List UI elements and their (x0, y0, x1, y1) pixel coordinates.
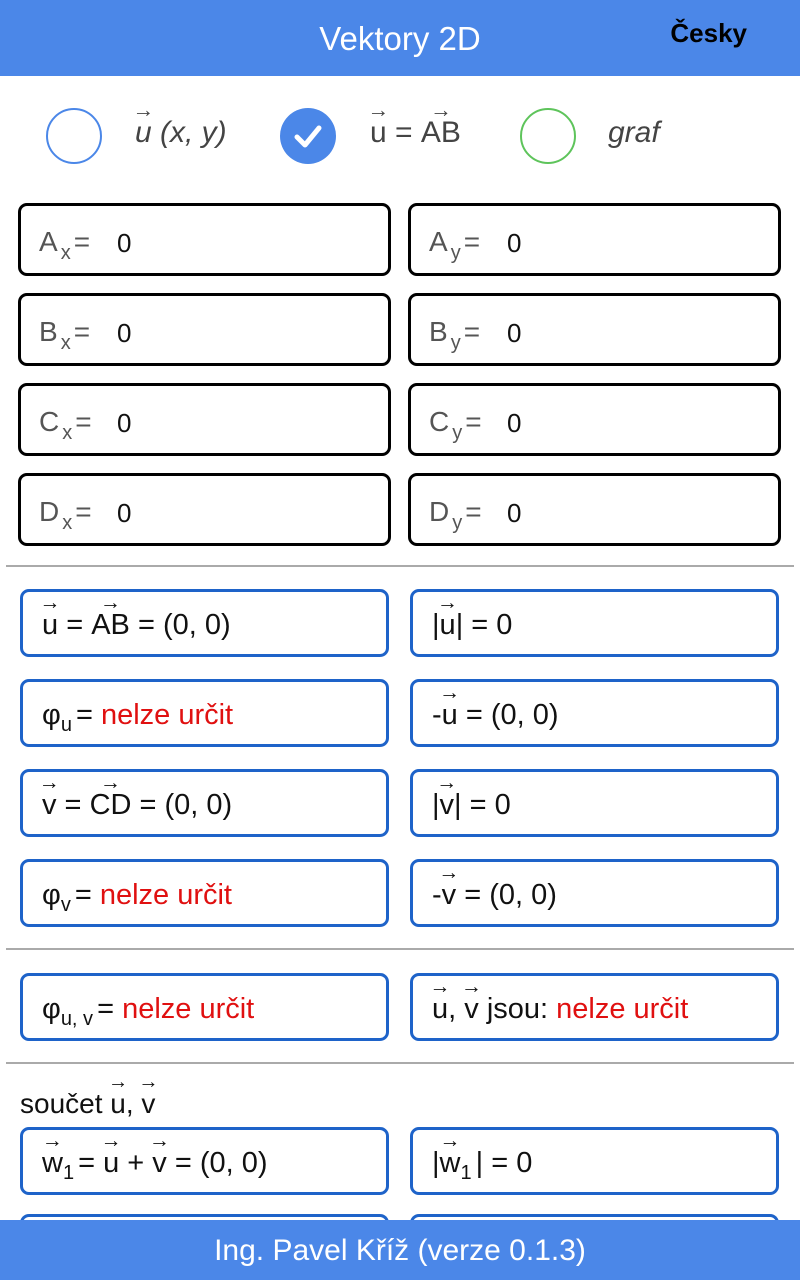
result-u-vector: → u = → AB = (0, 0) (20, 589, 389, 657)
footer-author: Ing. Pavel Kříž (verze 0.1.3) (0, 1220, 800, 1280)
result-u-angle: $\varphi_u$ = nelze určit (20, 679, 389, 747)
result-w1-abs: 0 (516, 1147, 533, 1179)
input-dx-label: D $_x$ = (39, 496, 92, 534)
input-dx[interactable] (18, 473, 391, 546)
input-by[interactable] (408, 293, 781, 366)
result-v-magnitude: |→ v| = 0 (410, 769, 779, 837)
result-v-angle: $\varphi_v$ = nelze určit (20, 859, 389, 927)
result-v-vector: → v = → CD = (0, 0) (20, 769, 389, 837)
divider (6, 948, 794, 950)
input-bx-label: B $_x$ = (39, 316, 91, 354)
input-by-label: B $_y$ = (429, 316, 481, 354)
input-dy-value[interactable]: 0 (507, 498, 522, 528)
mode-label-coordinates[interactable]: → u (x, y) (135, 116, 227, 150)
input-dx-value[interactable]: 0 (117, 498, 132, 528)
input-ax-label: A $_x$ = (39, 226, 91, 264)
result-w1-magnitude: |→ $w_1$ | = 0 (410, 1127, 779, 1195)
result-w1-vector: → $w_1$ = → u + → v = (0, 0) (20, 1127, 389, 1195)
input-cy-label: C $_y$ = (429, 406, 482, 444)
input-ay-value[interactable]: 0 (507, 228, 522, 258)
input-ay-label: A $_y$ = (429, 226, 481, 264)
input-dy[interactable] (408, 473, 781, 546)
result-phi-uv: nelze určit (122, 993, 255, 1025)
mode-radio-graph[interactable] (520, 108, 576, 164)
result-w1-value: (0, 0) (199, 1147, 268, 1179)
divider (6, 565, 794, 567)
input-by-value[interactable]: 0 (507, 318, 522, 348)
mode-radio-coordinates[interactable] (46, 108, 102, 164)
checkmark-icon (292, 120, 324, 152)
result-uv-relation: → u, → v jsou: nelze určit (410, 973, 779, 1041)
result-minus-u: (0, 0) (490, 699, 559, 731)
mode-selector (0, 76, 800, 196)
result-v-opposite: -→ v = (0, 0) (410, 859, 779, 927)
mode-label-graph[interactable]: graf (608, 116, 660, 149)
top-app-bar (0, 0, 800, 76)
result-u-magnitude: |→ u| = 0 (410, 589, 779, 657)
divider (6, 1062, 794, 1064)
input-bx-value[interactable]: 0 (117, 318, 132, 348)
mode-label-points[interactable]: → u = → AB (370, 116, 461, 150)
input-cx[interactable] (18, 383, 391, 456)
input-ax[interactable] (18, 203, 391, 276)
result-phi-u: nelze určit (100, 699, 234, 731)
input-ax-value[interactable]: 0 (117, 228, 132, 258)
input-cy[interactable] (408, 383, 781, 456)
input-ay[interactable] (408, 203, 781, 276)
result-v-value: (0, 0) (164, 789, 233, 821)
result-u-abs: 0 (496, 609, 513, 641)
input-dy-label: D $_y$ = (429, 496, 482, 534)
sum-section-label: součet → u, → v (20, 1088, 155, 1120)
result-phi-v: nelze určit (99, 879, 232, 911)
result-uv-angle: $\varphi_{u, v}$ = nelze určit (20, 973, 389, 1041)
result-v-abs: 0 (494, 789, 511, 821)
input-cx-value[interactable]: 0 (117, 408, 132, 438)
app-title: Vektory 2D (319, 20, 481, 57)
result-u-value: (0, 0) (162, 609, 231, 641)
result-uv-relation-value: nelze určit (556, 993, 689, 1025)
language-button[interactable]: Česky (670, 18, 747, 48)
input-bx[interactable] (18, 293, 391, 366)
result-minus-v: (0, 0) (489, 879, 557, 911)
input-cx-label: C $_x$ = (39, 406, 92, 444)
mode-radio-points[interactable] (280, 108, 336, 164)
result-u-opposite: -→ u = (0, 0) (410, 679, 779, 747)
input-cy-value[interactable]: 0 (507, 408, 522, 438)
